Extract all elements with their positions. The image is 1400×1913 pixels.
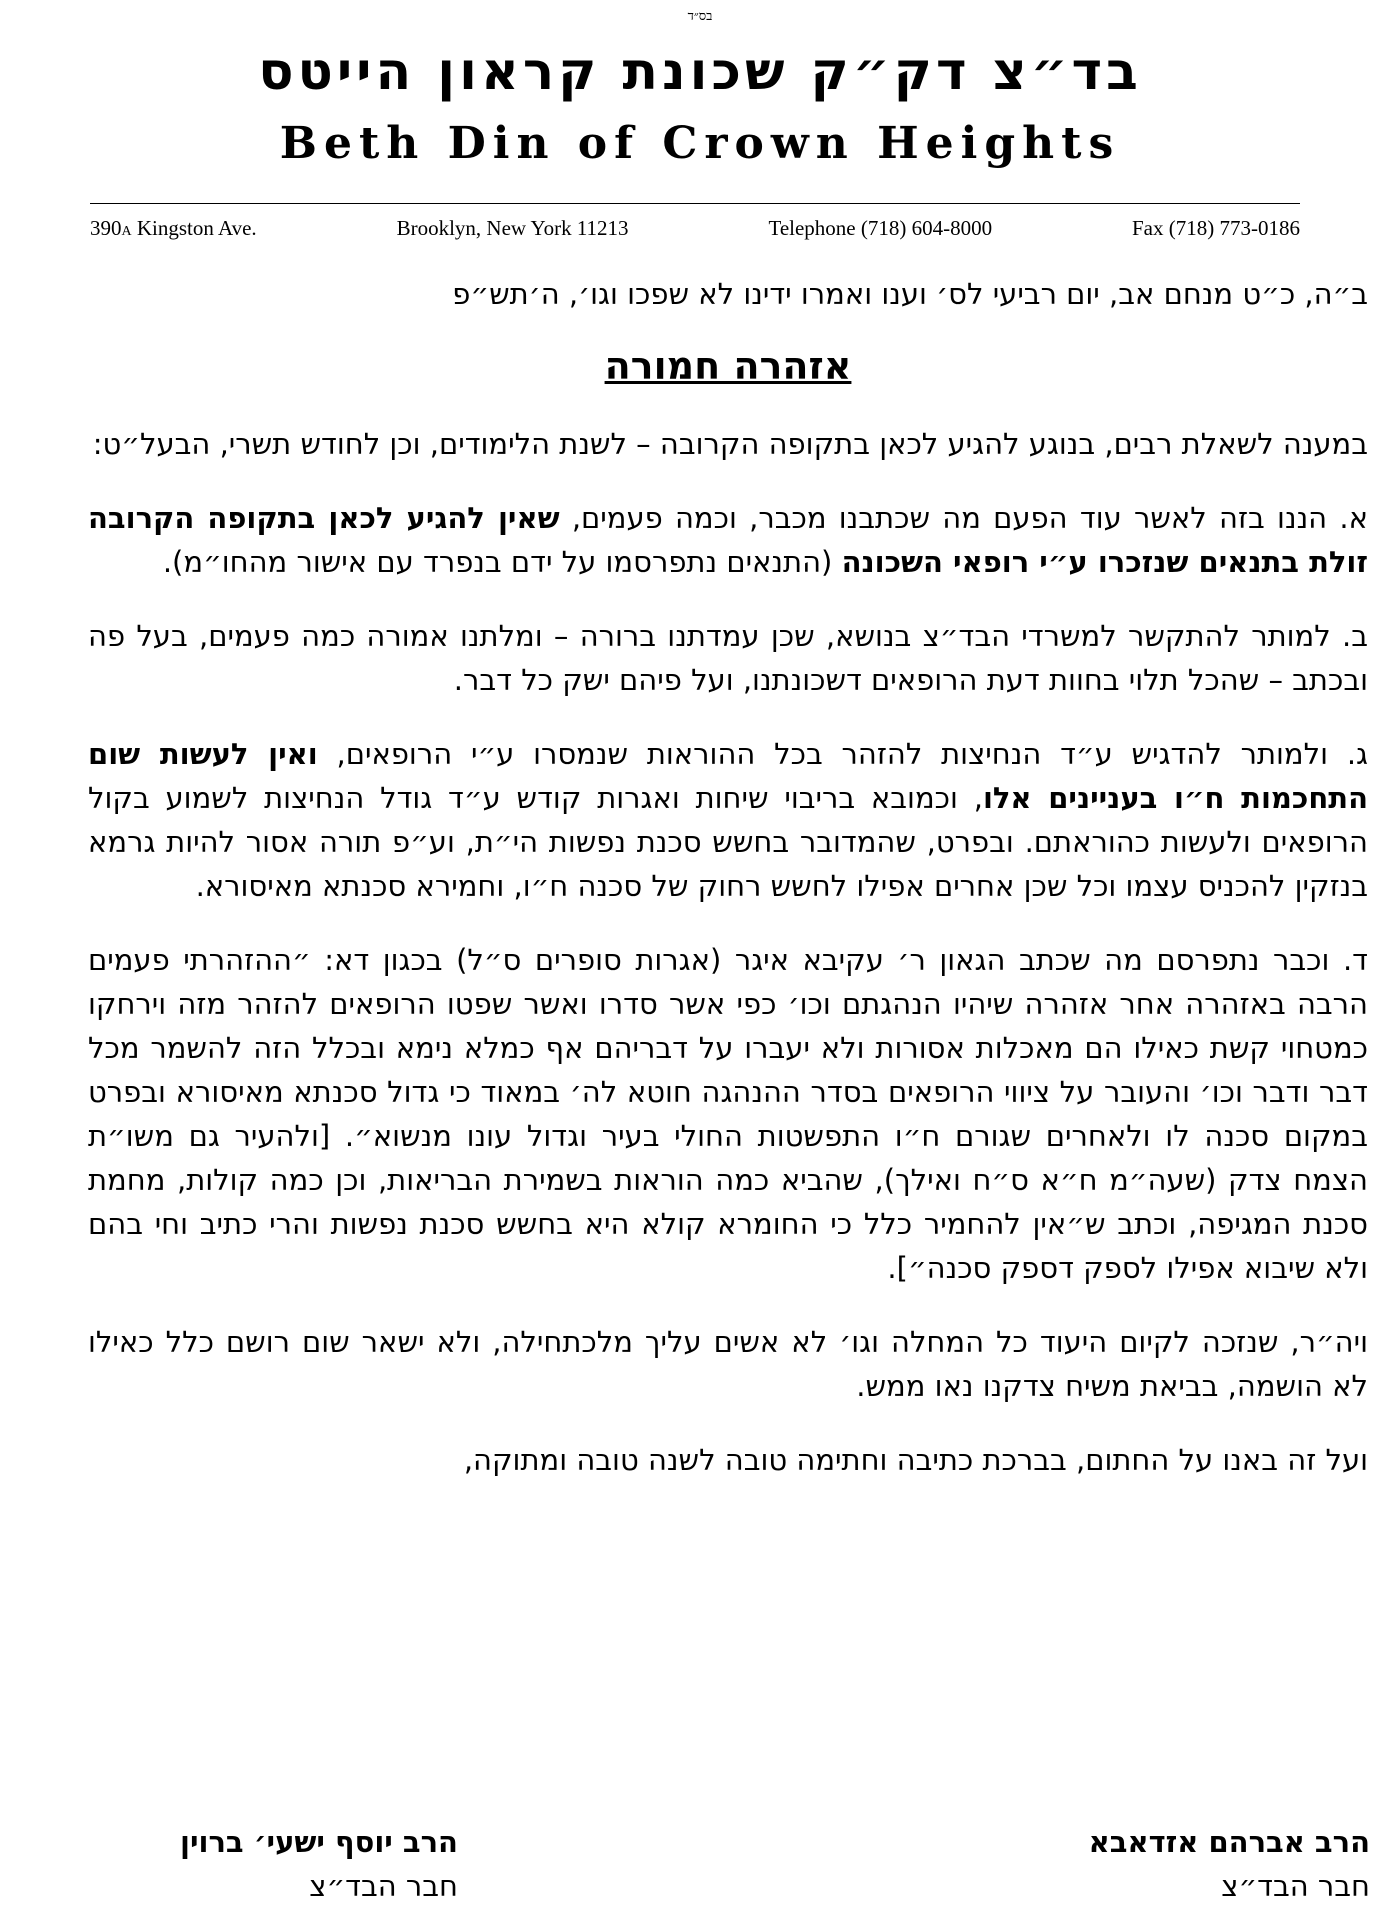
paragraph-a: א. הננו בזה לאשר עוד הפעם מה שכתבנו מכבר, וכמה פעמים, שאין להגיע לכאן בתקופה הקרובה זולת בתנאים שנזכרו ע״י רופאי השכונה (התנאים נתפרסמו על ידם בנפרד עם אישור מהחו״מ). xyxy=(88,501,1368,579)
signer-title: חבר הבד״צ xyxy=(309,1869,458,1903)
signature-1 xyxy=(1089,1820,1370,1908)
signer-name: הרב יוסף ישעי׳ ברוין xyxy=(180,1825,458,1859)
closing-paragraph-1: ויה״ר, שנזכה לקיום היעוד כל המחלה וגו׳ לא אשים עליך מלכתחילה, ולא ישאר שום רושם כלל כאילו לא הושמה, בביאת משיח צדקנו נאו ממש. xyxy=(88,1325,1368,1403)
hebrew-letterhead-title: בד״צ דק״ק שכונת קראון הייטס xyxy=(258,42,1142,102)
city: Brooklyn, New York 11213 xyxy=(396,216,629,240)
address: 390A Kingston Ave. xyxy=(90,216,257,240)
signature-2 xyxy=(180,1820,458,1908)
letterhead-divider xyxy=(90,203,1300,204)
signer-name: הרב אברהם אזדאבא xyxy=(1088,1825,1370,1859)
signatures xyxy=(180,1820,1370,1908)
fax: Fax (718) 773-0186 xyxy=(1132,216,1300,240)
closing-paragraph-2: ועל זה באנו על החתום, בברכת כתיבה וחתימה טובה לשנה טובה ומתוקה, xyxy=(463,1443,1368,1477)
letter-body xyxy=(88,272,1368,1512)
intro-paragraph: במענה לשאלת רבים, בנוגע להגיע לכאן בתקופה הקרובה – לשנת הלימודים, וכן לחודש תשרי, הבעל״ט: xyxy=(92,427,1368,461)
dateline: ב״ה, כ״ט מנחם אב, יום רביעי לס׳ וענו ואמרו ידינו לא שפכו וגו׳, ה׳תש״פ xyxy=(452,277,1368,311)
contact-line xyxy=(90,216,1300,241)
bsd-mark: בס״ד xyxy=(687,9,713,24)
paragraph-c: ג. ולמותר להדגיש ע״ד הנחיצות להזהר בכל ההוראות שנמסרו ע״י הרופאים, ואין לעשות שום התחכמות ח״ו בעניינים אלו, וכמובא בריבוי שיחות ואגרות קודש ע״ד גודל הנחיצות לשמוע בקול הרופאים ולעשות כהוראתם. ובפרט, שהמדובר בחשש סכנת נפשות הי״ת, וע״פ תורה אסור להיות גרמא בנזקין להכניס עצמו וכל שכן אחרים אפילו לחשש רחוק של סכנה ח״ו, וחמירא סכנתא מאיסורא. xyxy=(88,737,1368,903)
paragraph-b: ב. למותר להתקשר למשרדי הבד״צ בנושא, שכן עמדתנו ברורה – ומלתנו אמורה כמה פעמים, בעל פה ובכתב – שהכל תלוי בחוות דעת הרופאים דשכונתנו, ועל פיהם ישק כל דבר. xyxy=(88,619,1368,697)
english-letterhead-title: Beth Din of Crown Heights xyxy=(279,118,1121,169)
telephone: Telephone (718) 604-8000 xyxy=(768,216,993,240)
signer-title: חבר הבד״צ xyxy=(1221,1869,1370,1903)
paragraph-d: ד. וכבר נתפרסם מה שכתב הגאון ר׳ עקיבא איגר (אגרות סופרים ס״ל) בכגון דא: ״ההזהרתי פעמים הרבה באזהרה אחר אזהרה שיהיו הנהגתם וכו׳ כפי אשר סדרו ואשר שפטו הרופאים להזהר מזה וירחקו כמטחוי קשת כאילו הם מאכלות אסורות ולא יעברו על דבריהם אף כמלא נימא ובכלל הזה להשמר מכל דבר ודבר וכו׳ והעובר על ציווי הרופאים בסדר ההנהגה חוטא לה׳ במאוד כי גדול סכנתא מאיסורא ובפרט במקום סכנה לו ולאחרים שגורם ח״ו התפשטות החולי בעיר וגדול עונו מנשוא״. [ולהעיר גם משו״ת הצמח צדק (שעה״מ ח״א ס״ח ואילך), שהביא כמה הוראות בשמירת הבריאות, וכן כמה קולות, מחמת סכנת המגיפה, וכתב ש״אין להחמיר כלל כי החומרא קולא היא בחשש סכנת נפשות והרי כתיב וחי בהם ולא שיבוא אפילו לספק דספק סכנה״]. xyxy=(88,943,1368,1285)
headline: אזהרה חמורה xyxy=(604,344,852,388)
